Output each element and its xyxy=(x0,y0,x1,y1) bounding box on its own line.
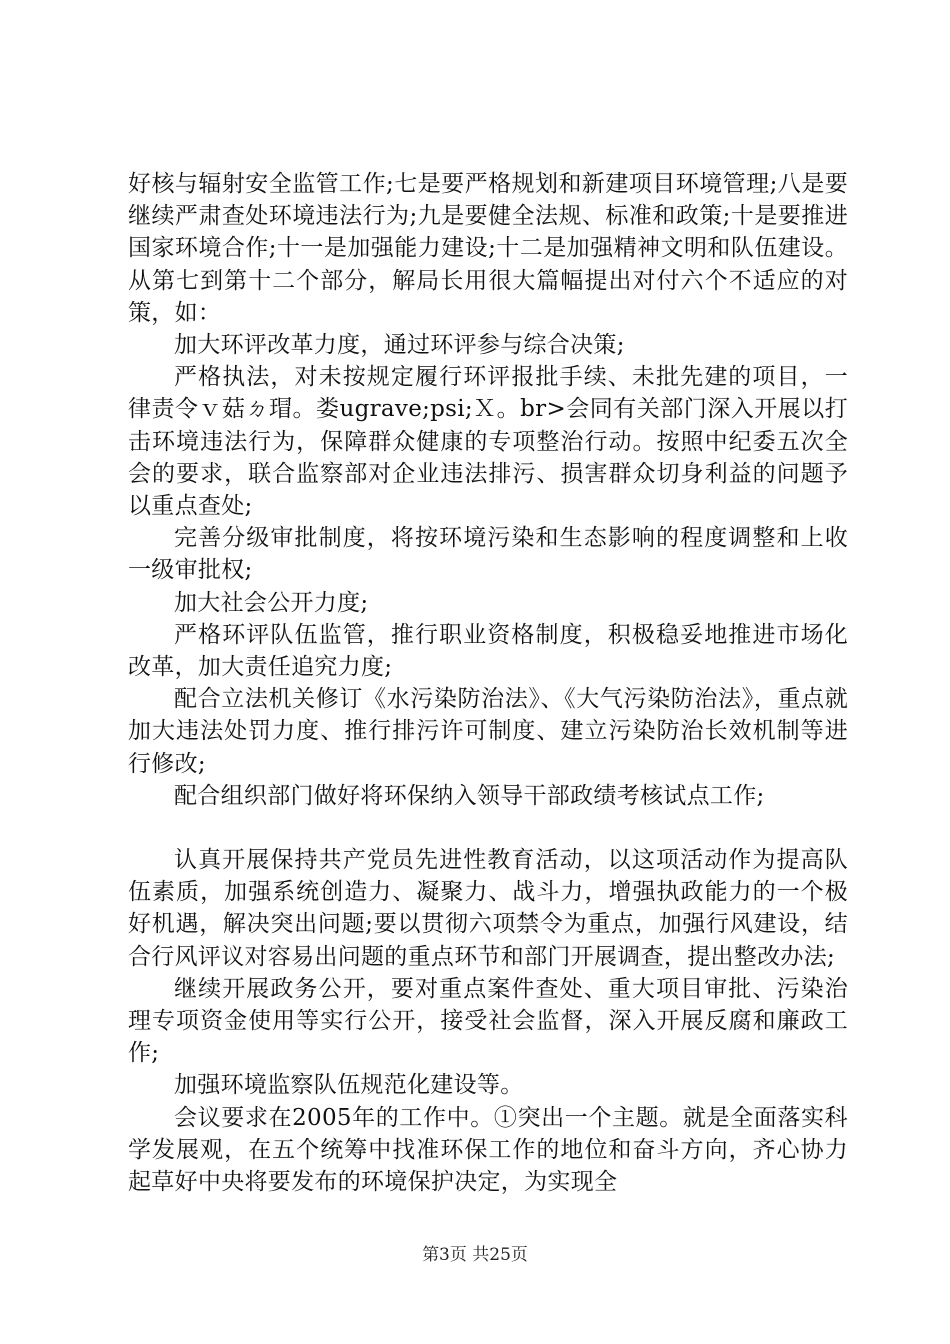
document-body xyxy=(128,168,848,1198)
paragraph-4: 完善分级审批制度，将按环境污染和生态影响的程度调整和上收一级审批权; xyxy=(128,525,848,584)
paragraph-3: 严格执法，对未按规定履行环评报批手续、未批先建的项目，一律责令ｖ菇ㄉ瑁。娄ugrave;psi;Ｘ。br>会同有关部门深入开展以打击环境违法行为，保障群众健康的专项整治行动。按照中纪委五次全会的要求，联合监察部对企业违法排污、损害群众切身利益的问题予以重点查处; xyxy=(128,364,848,520)
paragraph-9: 认真开展保持共产党员先进性教育活动，以这项活动作为提高队伍素质，加强系统创造力、凝聚力、战斗力，增强执政能力的一个极好机遇，解决突出问题;要以贯彻六项禁令为重点，加强行风建设，结合行风评议对容易出问题的重点环节和部门开展调查，提出整改办法; xyxy=(128,847,848,970)
paragraph-6: 严格环评队伍监管，推行职业资格制度，积极稳妥地推进市场化改革，加大责任追究力度; xyxy=(128,621,848,681)
paragraph-12: 会议要求在2005年的工作中。①突出一个主题。就是全面落实科学发展观，在五个统筹中找准环保工作的地位和奋斗方向，齐心协力起草好中央将要发布的环境保护决定，为实现全 xyxy=(128,1104,848,1196)
paragraph-2: 加大环评改革力度，通过环评参与综合决策; xyxy=(174,332,625,359)
page-footer: 第3页 共25页 xyxy=(422,1245,528,1265)
paragraph-gap xyxy=(128,812,848,844)
paragraph-10: 继续开展政务公开，要对重点案件查处、重大项目审批、污染治理专项资金使用等实行公开，接受社会监督，深入开展反腐和廉政工作; xyxy=(128,975,848,1067)
paragraph-11: 加强环境监察队伍规范化建设等。 xyxy=(174,1072,524,1099)
paragraph-5: 加大社会公开力度; xyxy=(174,589,369,616)
paragraph-8: 配合组织部门做好将环保纳入领导干部政绩考核试点工作; xyxy=(174,782,765,809)
paragraph-1: 好核与辐射安全监管工作;七是要严格规划和新建项目环境管理;八是要继续严肃查处环境违法行为;九是要健全法规、标准和政策;十是要推进国家环境合作;十一是加强能力建设;十二是加强精神文明和队伍建设。从第七到第十二个部分，解局长用很大篇幅提出对付六个不适应的对策，如： xyxy=(128,171,848,326)
paragraph-7: 配合立法机关修订《水污染防治法》、《大气污染防治法》，重点就加大违法处罚力度、推行排污许可制度、建立污染防治长效机制等进行修改; xyxy=(128,686,848,777)
